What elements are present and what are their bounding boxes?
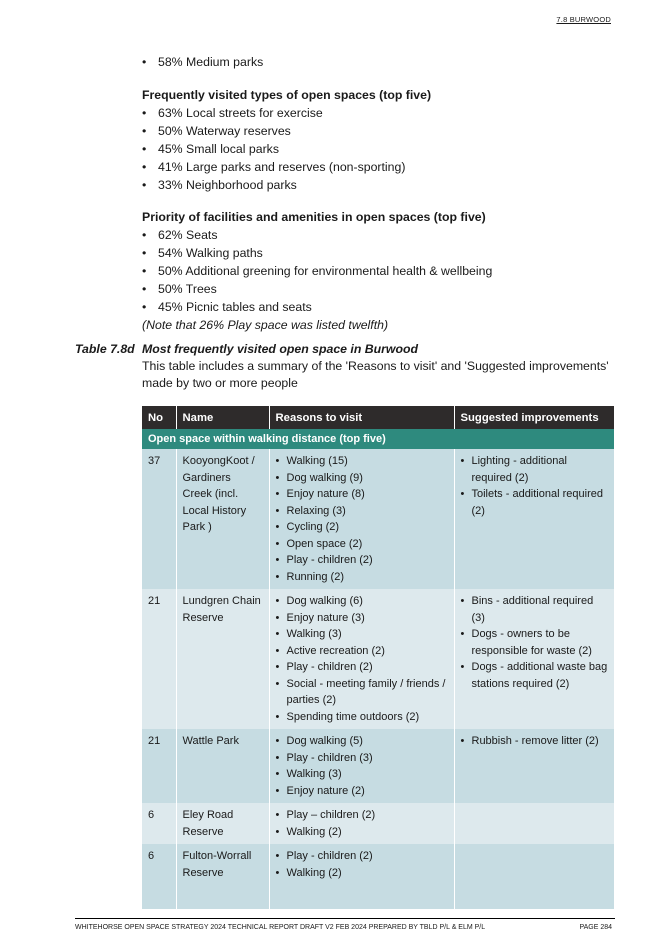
cell-improvements	[454, 803, 614, 844]
list-item: • 45% Small local parks	[142, 140, 614, 158]
reason-item: • Play - children (3)	[276, 750, 448, 767]
cell-name: Wattle Park	[176, 729, 269, 803]
improvement-item: • Dogs - owners to be responsible for waste (2)	[461, 626, 609, 659]
cell-no: 6	[142, 844, 176, 909]
table-row	[142, 803, 614, 844]
cell-name: Lundgren Chain Reserve	[176, 589, 269, 729]
page-footer	[75, 918, 615, 931]
list-item: • 62% Seats	[142, 226, 614, 244]
list-item: • 50% Trees	[142, 280, 614, 298]
cell-no: 37	[142, 449, 176, 589]
reason-item: • Play - children (2)	[276, 659, 448, 676]
reason-item: • Walking (3)	[276, 626, 448, 643]
reason-item: • Play – children (2)	[276, 807, 448, 824]
list-item: • 41% Large parks and reserves (non-sporting)	[142, 158, 614, 176]
reason-item: • Enjoy nature (8)	[276, 486, 448, 503]
cell-reasons	[269, 729, 454, 803]
list-item: • 54% Walking paths	[142, 244, 614, 262]
table-subheader: Open space within walking distance (top five)	[142, 429, 614, 449]
list-item: • 50% Additional greening for environmental health & wellbeing	[142, 262, 614, 280]
table-row	[142, 449, 614, 589]
reason-item: • Open space (2)	[276, 536, 448, 553]
cell-improvements	[454, 844, 614, 909]
footer-page-number: PAGE 284	[579, 924, 612, 931]
table-label: Table 7.8d	[75, 342, 135, 356]
improvement-item: • Lighting - additional required (2)	[461, 453, 609, 486]
list-item: • 58% Medium parks	[142, 53, 614, 71]
priority-section	[142, 208, 614, 334]
table-caption	[75, 341, 615, 392]
priority-list	[142, 226, 614, 316]
cell-name: Fulton-Worrall Reserve	[176, 844, 269, 909]
header-improvements: Suggested improvements	[454, 406, 614, 429]
priority-note: (Note that 26% Play space was listed twelfth)	[142, 318, 389, 332]
reason-item: • Dog walking (9)	[276, 470, 448, 487]
reason-item: • Relaxing (3)	[276, 503, 448, 520]
open-space-table	[142, 406, 614, 909]
visited-list	[142, 104, 614, 194]
reason-item: • Enjoy nature (3)	[276, 610, 448, 627]
header-no: No	[142, 406, 176, 429]
reason-item: • Play - children (2)	[276, 848, 448, 865]
header-name: Name	[176, 406, 269, 429]
table-row	[142, 844, 614, 909]
cell-no: 6	[142, 803, 176, 844]
list-item: • 45% Picnic tables and seats	[142, 298, 614, 316]
reason-item: • Walking (15)	[276, 453, 448, 470]
cell-improvements	[454, 449, 614, 589]
table-title: Most frequently visited open space in Burwood	[142, 342, 419, 356]
reason-item: • Running (2)	[276, 569, 448, 586]
cell-reasons	[269, 589, 454, 729]
footer-document-info: WHITEHORSE OPEN SPACE STRATEGY 2024 TECHNICAL REPORT DRAFT V2 FEB 2024 PREPARED BY TBLD P/L & ELM P/L	[75, 924, 486, 931]
cell-name: Eley Road Reserve	[176, 803, 269, 844]
improvement-item: • Toilets - additional required (2)	[461, 486, 609, 519]
section-title: Frequently visited types of open spaces (top five)	[142, 88, 432, 102]
cell-reasons	[269, 844, 454, 909]
top-bullet-list	[142, 53, 614, 71]
cell-no: 21	[142, 729, 176, 803]
reason-item: • Enjoy nature (2)	[276, 783, 448, 800]
list-item: • 63% Local streets for exercise	[142, 104, 614, 122]
list-item: • 33% Neighborhood parks	[142, 176, 614, 194]
section-header: 7.8 BURWOOD	[556, 15, 611, 24]
table-row	[142, 589, 614, 729]
reason-item: • Cycling (2)	[276, 519, 448, 536]
reason-item: • Walking (3)	[276, 766, 448, 783]
reason-item: • Walking (2)	[276, 865, 448, 882]
improvement-item: • Bins - additional required (3)	[461, 593, 609, 626]
table-header-row	[142, 406, 614, 429]
reason-item: • Spending time outdoors (2)	[276, 709, 448, 726]
section-title: Priority of facilities and amenities in open spaces (top five)	[142, 210, 486, 224]
reason-item: • Dog walking (5)	[276, 733, 448, 750]
cell-reasons	[269, 803, 454, 844]
reason-item: • Play - children (2)	[276, 552, 448, 569]
reason-item: • Active recreation (2)	[276, 643, 448, 660]
improvement-item: • Rubbish - remove litter (2)	[461, 733, 609, 750]
cell-reasons	[269, 449, 454, 589]
table-row	[142, 729, 614, 803]
cell-improvements	[454, 589, 614, 729]
improvement-item: • Dogs - additional waste bag stations required (2)	[461, 659, 609, 692]
cell-improvements	[454, 729, 614, 803]
header-reasons: Reasons to visit	[269, 406, 454, 429]
list-item: • 50% Waterway reserves	[142, 122, 614, 140]
reason-item: • Social - meeting family / friends / parties (2)	[276, 676, 448, 709]
cell-name: KooyongKoot / Gardiners Creek (incl. Local History Park )	[176, 449, 269, 589]
table-description: This table includes a summary of the 'Reasons to visit' and 'Suggested improvements' made by two or more people	[142, 359, 609, 390]
visited-section	[142, 86, 614, 194]
table-subheader-row	[142, 429, 614, 449]
reason-item: • Walking (2)	[276, 824, 448, 841]
cell-no: 21	[142, 589, 176, 729]
reason-item: • Dog walking (6)	[276, 593, 448, 610]
